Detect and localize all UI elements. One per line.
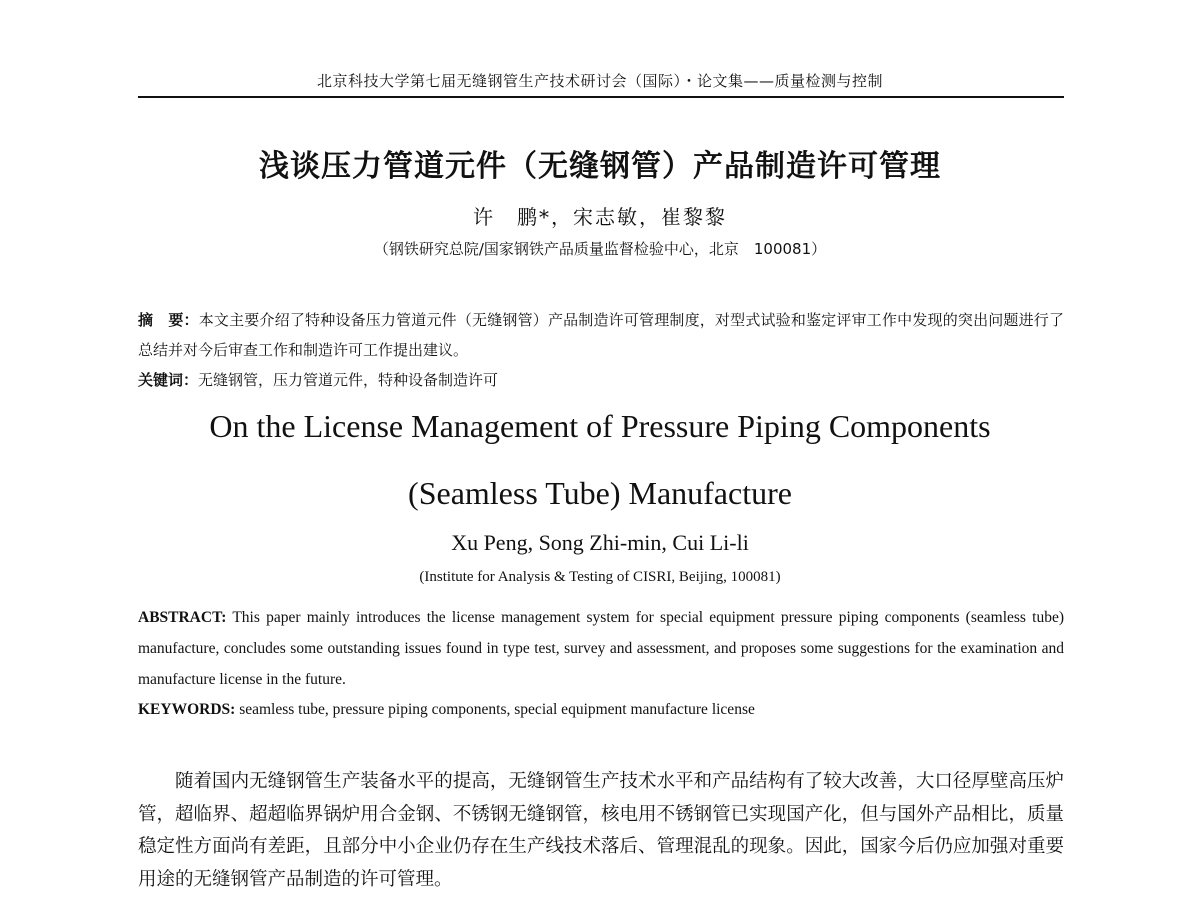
chinese-keywords-text: 无缝钢管，压力管道元件，特种设备制造许可 xyxy=(198,371,499,389)
english-keywords-text: seamless tube, pressure piping components, special equipment manufacture license xyxy=(235,701,755,718)
chinese-keywords xyxy=(138,369,1064,390)
english-abstract xyxy=(138,602,1064,695)
english-keywords-label: KEYWORDS: xyxy=(138,701,236,718)
chinese-affiliation: （钢铁研究总院/国家钢铁产品质量监督检验中心，北京 100081） xyxy=(373,240,827,258)
chinese-abstract-label: 摘 要： xyxy=(138,311,199,329)
english-title-line-2: (Seamless Tube) Manufacture xyxy=(408,475,792,511)
english-abstract-text: This paper mainly introduces the license management system for special equipment pressure piping components (seamless tube) manufacture, concludes some outstanding issues found in type test, survey and assessment, and proposes some suggestions for the examination and manufacture license in the future. xyxy=(138,609,1064,688)
english-authors: Xu Peng, Song Zhi-min, Cui Li-li xyxy=(451,530,749,555)
body-paragraph: 随着国内无缝钢管生产装备水平的提高，无缝钢管生产技术水平和产品结构有了较大改善，大口径厚壁高压炉管，超临界、超超临界锅炉用合金钢、不锈钢无缝钢管，核电用不锈钢管已实现国产化，但与国外产品相比，质量稳定性方面尚有差距，且部分中小企业仍存在生产线技术落后、管理混乱的现象。因此，国家今后仍应加强对重要用途的无缝钢管产品制造的许可管理。 xyxy=(138,771,1064,890)
running-header: 北京科技大学第七届无缝钢管生产技术研讨会（国际）・论文集——质量检测与控制 xyxy=(316,72,883,90)
english-keywords xyxy=(138,701,1064,719)
chinese-keywords-label: 关键词： xyxy=(138,371,199,389)
chinese-abstract-text: 本文主要介绍了特种设备压力管道元件（无缝钢管）产品制造许可管理制度，对型式试验和鉴定评审工作中发现的突出问题进行了总结并对今后审查工作和制造许可工作提出建议。 xyxy=(138,311,1064,359)
english-affiliation: (Institute for Analysis & Testing of CISRI, Beijing, 100081) xyxy=(419,569,781,585)
english-abstract-label: ABSTRACT: xyxy=(138,609,227,626)
chinese-title: 浅谈压力管道元件（无缝钢管）产品制造许可管理 xyxy=(259,149,941,184)
chinese-authors: 许 鹏*，宋志敏，崔黎黎 xyxy=(473,205,727,229)
chinese-abstract xyxy=(138,305,1064,365)
english-title-line-1: On the License Management of Pressure Piping Components xyxy=(209,408,991,444)
header-rule xyxy=(138,96,1064,98)
